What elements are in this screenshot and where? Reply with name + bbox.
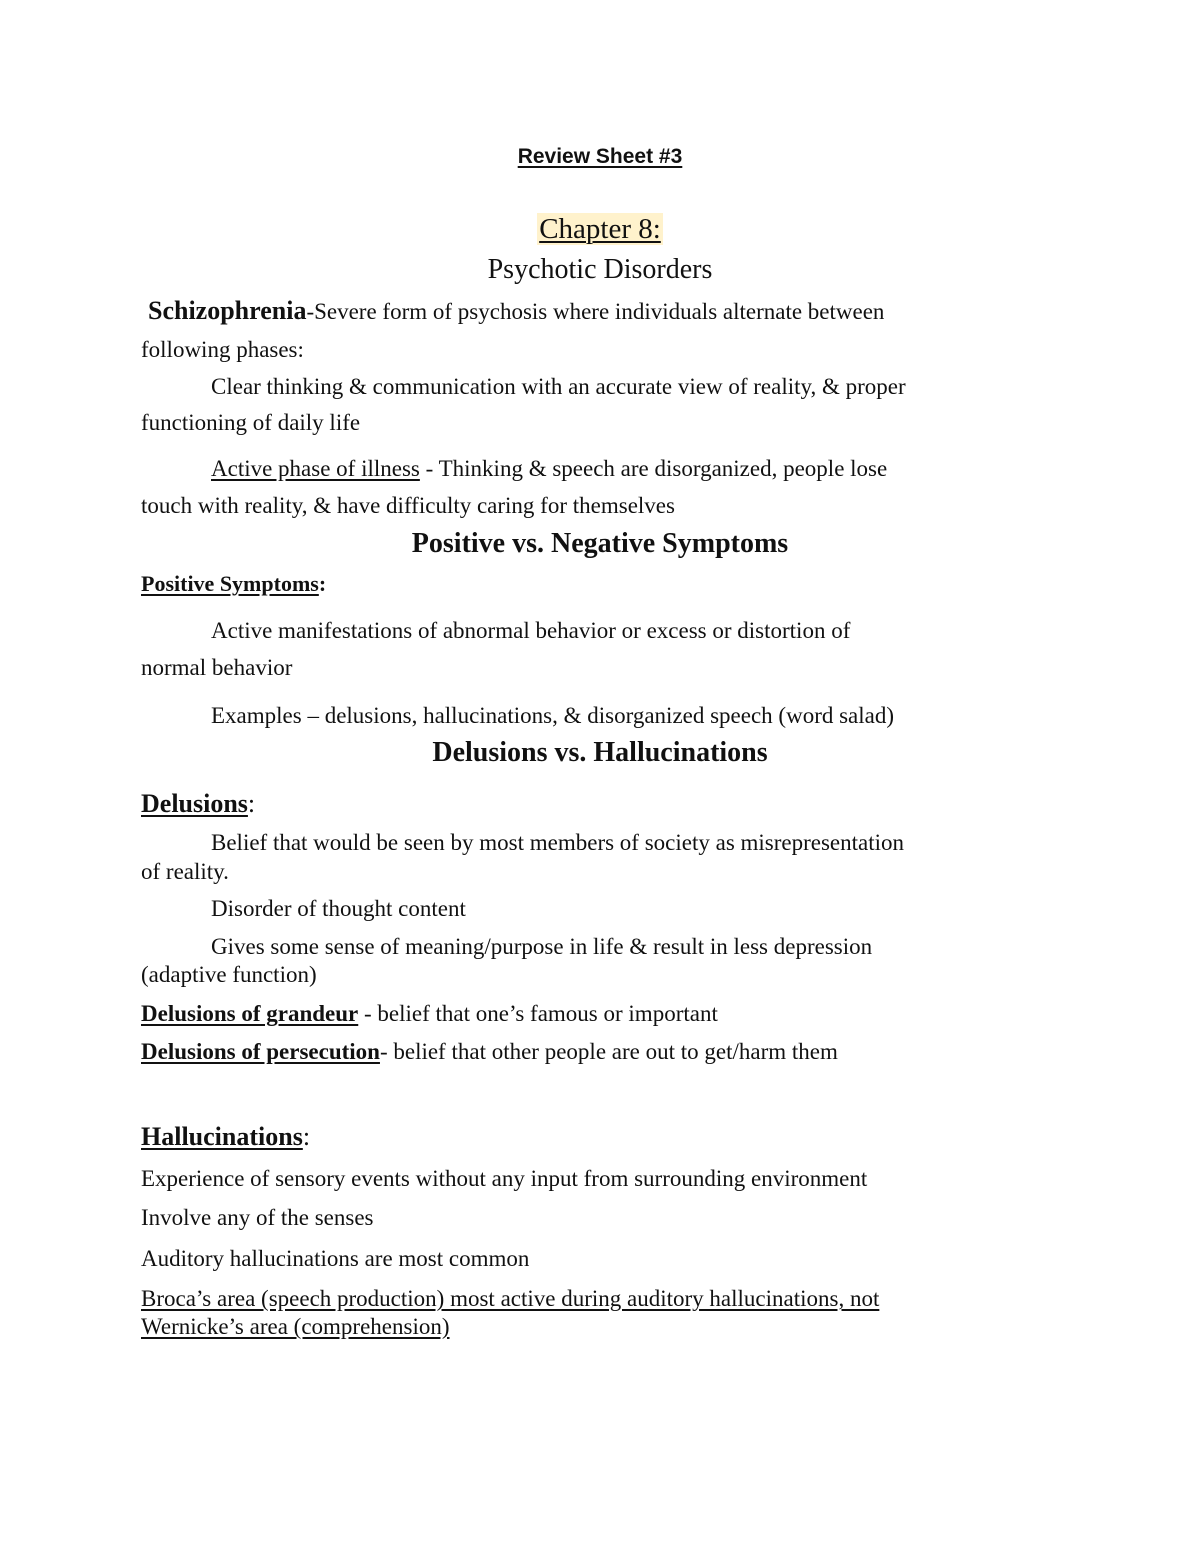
symptoms-heading: Positive vs. Negative Symptoms [411, 528, 789, 559]
active-phase-term: Active phase of illness [211, 456, 420, 481]
delusions-heading: Delusions vs. Hallucinations [432, 737, 768, 768]
schizophrenia-definition-text: -Severe form of psychosis where individuals alternate between [306, 299, 885, 324]
hallucinations-label [141, 1122, 310, 1152]
delusions-label-text: Delusions [141, 789, 248, 818]
gives-meaning-line2: (adaptive function) [141, 962, 317, 987]
positive-desc-line1: Active manifestations of abnormal behavior or excess or distortion of [211, 618, 851, 643]
schizophrenia-term: Schizophrenia [148, 296, 307, 325]
belief-line1: Belief that would be seen by most members of society as misrepresentation [211, 830, 905, 855]
positive-desc-line2: normal behavior [141, 655, 293, 680]
grandeur-line [141, 1000, 718, 1028]
hallucinations-colon: : [302, 1122, 311, 1151]
grandeur-def: - belief that one’s famous or important [358, 1001, 718, 1026]
positive-symptoms-label-text: Positive Symptoms [141, 571, 319, 596]
hallucinations-label-text: Hallucinations [141, 1122, 303, 1151]
hallucinations-line3: Auditory hallucinations are most common [141, 1246, 530, 1271]
active-phase-rest: - Thinking & speech are disorganized, people lose [419, 456, 888, 481]
schizophrenia-definition-line1 [148, 297, 884, 326]
positive-symptoms-colon: : [318, 571, 327, 596]
chapter-subtitle: Psychotic Disorders [487, 254, 713, 285]
persecution-term: Delusions of persecution [141, 1039, 380, 1064]
positive-symptoms-label [141, 570, 326, 598]
phase1-line2: functioning of daily life [141, 410, 361, 435]
gives-meaning-line1: Gives some sense of meaning/purpose in life & result in less depression [211, 934, 873, 959]
chapter-heading [0, 212, 1200, 246]
phase2-line2: touch with reality, & have difficulty caring for themselves [141, 493, 675, 518]
disorder-of-thought: Disorder of thought content [211, 896, 466, 921]
sheet-title [0, 143, 1200, 171]
grandeur-term: Delusions of grandeur [141, 1001, 359, 1026]
broca-line2: Wernicke’s area (comprehension) [141, 1314, 450, 1339]
phase2-line1 [211, 455, 887, 483]
phase1-line1: Clear thinking & communication with an accurate view of reality, & proper [211, 374, 906, 399]
belief-line2: of reality. [141, 859, 229, 884]
delusions-colon: : [247, 789, 256, 818]
chapter-heading-text: Chapter 8: [539, 213, 661, 245]
hallucinations-line2: Involve any of the senses [141, 1205, 374, 1230]
schizophrenia-definition-line2: following phases: [141, 337, 304, 362]
persecution-line [141, 1038, 838, 1066]
delusions-label [141, 789, 255, 819]
hallucinations-line1: Experience of sensory events without any input from surrounding environment [141, 1166, 868, 1191]
broca-line1: Broca’s area (speech production) most active during auditory hallucinations, not [141, 1286, 880, 1311]
persecution-def: - belief that other people are out to get/harm them [379, 1039, 838, 1064]
sheet-title-text: Review Sheet #3 [517, 145, 683, 168]
positive-examples: Examples – delusions, hallucinations, & disorganized speech (word salad) [211, 703, 895, 728]
